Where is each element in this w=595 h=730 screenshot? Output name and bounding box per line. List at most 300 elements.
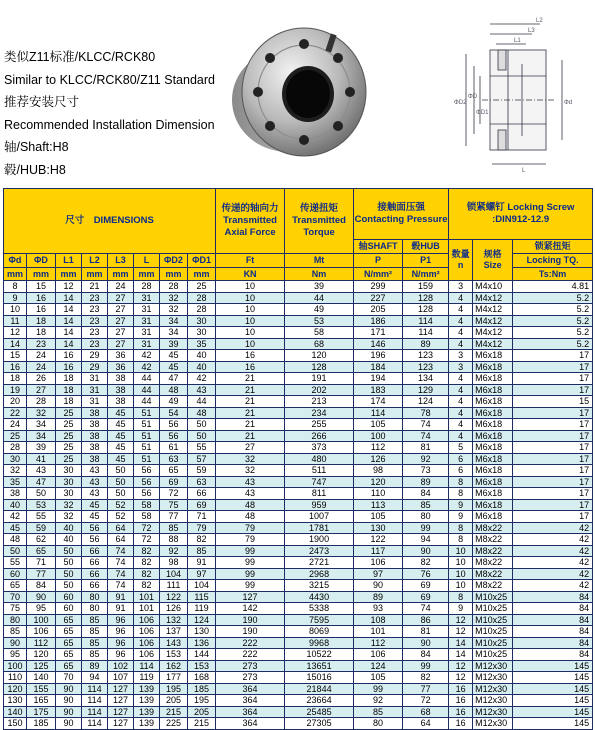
table-cell: 91: [188, 557, 216, 569]
col-D2: ΦD2: [160, 254, 188, 268]
table-row: [4, 350, 593, 362]
dim-l3-label: L3: [528, 28, 535, 34]
table-cell: 171: [354, 327, 403, 339]
table-cell: 25: [56, 430, 82, 442]
table-cell: 48: [188, 407, 216, 419]
table-row: [4, 580, 593, 592]
table-cell: 4: [449, 407, 473, 419]
table-cell: 17: [513, 384, 593, 396]
table-row: [4, 430, 593, 442]
table-cell: 45: [160, 361, 188, 373]
table-cell: 38: [108, 373, 134, 385]
table-cell: 25: [188, 281, 216, 293]
table-cell: 5.2: [513, 338, 593, 350]
table-row: [4, 396, 593, 408]
table-cell: 129: [403, 384, 449, 396]
table-cell: M6x18: [473, 499, 513, 511]
table-cell: 79: [216, 522, 285, 534]
table-cell: 32: [216, 453, 285, 465]
unit-Mt: Nm: [285, 268, 354, 281]
table-cell: 80: [354, 718, 403, 730]
table-cell: 35: [188, 338, 216, 350]
table-cell: 26: [27, 373, 56, 385]
table-cell: 364: [216, 706, 285, 718]
table-row: [4, 695, 593, 707]
table-cell: 32: [56, 499, 82, 511]
table-cell: 13651: [285, 660, 354, 672]
table-cell: 99: [216, 545, 285, 557]
table-cell: 92: [354, 695, 403, 707]
table-cell: 20: [4, 396, 27, 408]
table-cell: 50: [188, 419, 216, 431]
table-cell: 21: [216, 407, 285, 419]
table-row: [4, 442, 593, 454]
table-cell: 9: [449, 511, 473, 523]
table-cell: 24: [4, 419, 27, 431]
table-cell: 79: [216, 534, 285, 546]
table-cell: 66: [82, 568, 108, 580]
table-cell: 215: [160, 706, 188, 718]
table-cell: 17: [513, 430, 593, 442]
table-cell: 55: [27, 511, 56, 523]
table-cell: 80: [4, 614, 27, 626]
table-cell: 96: [108, 626, 134, 638]
table-cell: M12x30: [473, 695, 513, 707]
table-row: [4, 718, 593, 730]
table-cell: 108: [354, 614, 403, 626]
table-cell: 174: [354, 396, 403, 408]
table-cell: 747: [285, 476, 354, 488]
header-shaft: 轴SHAFT: [354, 240, 403, 254]
table-cell: 29: [82, 350, 108, 362]
table-cell: 80: [403, 511, 449, 523]
table-cell: 29: [82, 361, 108, 373]
table-cell: 74: [403, 419, 449, 431]
table-cell: M8x22: [473, 522, 513, 534]
table-cell: 17: [513, 361, 593, 373]
table-cell: 16: [449, 683, 473, 695]
table-cell: 27: [27, 384, 56, 396]
table-cell: 57: [188, 453, 216, 465]
table-cell: 15016: [285, 672, 354, 684]
header-tq-en: Locking TQ.: [513, 254, 593, 268]
table-cell: 21: [216, 396, 285, 408]
table-cell: 72: [134, 534, 160, 546]
table-cell: 299: [354, 281, 403, 293]
table-cell: 222: [216, 637, 285, 649]
table-cell: 12: [449, 626, 473, 638]
table-cell: 82: [134, 580, 160, 592]
table-cell: 44: [134, 384, 160, 396]
table-cell: 47: [160, 373, 188, 385]
table-cell: M12x30: [473, 706, 513, 718]
table-cell: M4x12: [473, 292, 513, 304]
table-cell: 17: [513, 442, 593, 454]
table-cell: M8x22: [473, 568, 513, 580]
table-row: [4, 522, 593, 534]
table-cell: 75: [160, 499, 188, 511]
table-cell: M6x18: [473, 350, 513, 362]
table-cell: M6x18: [473, 407, 513, 419]
table-cell: 23: [82, 327, 108, 339]
table-cell: 84: [513, 637, 593, 649]
table-cell: 205: [160, 695, 188, 707]
table-cell: 84: [513, 591, 593, 603]
table-row: [4, 338, 593, 350]
table-cell: 66: [188, 488, 216, 500]
table-cell: 28: [27, 396, 56, 408]
table-cell: M10x25: [473, 603, 513, 615]
table-cell: 65: [56, 626, 82, 638]
table-cell: 2721: [285, 557, 354, 569]
table-cell: 130: [4, 695, 27, 707]
table-cell: 38: [82, 407, 108, 419]
table-cell: 124: [354, 660, 403, 672]
table-cell: 25: [56, 442, 82, 454]
table-cell: 19: [4, 384, 27, 396]
table-cell: 14: [449, 637, 473, 649]
table-cell: 111: [160, 580, 188, 592]
table-cell: 273: [216, 672, 285, 684]
header-torque: 传递扭矩 Transmitted Torque: [285, 189, 354, 254]
table-cell: 99: [216, 580, 285, 592]
table-cell: 114: [82, 718, 108, 730]
table-cell: 70: [56, 672, 82, 684]
table-cell: 18: [56, 396, 82, 408]
table-cell: 61: [160, 442, 188, 454]
table-cell: 30: [4, 453, 27, 465]
table-cell: 21: [216, 419, 285, 431]
table-cell: 38: [82, 453, 108, 465]
table-row: [4, 315, 593, 327]
table-cell: 266: [285, 430, 354, 442]
table-cell: 215: [188, 718, 216, 730]
table-cell: 30: [56, 465, 82, 477]
table-row: [4, 407, 593, 419]
table-cell: 17: [513, 499, 593, 511]
table-cell: 53: [285, 315, 354, 327]
table-cell: 811: [285, 488, 354, 500]
table-cell: M6x18: [473, 476, 513, 488]
table-cell: 63: [160, 453, 188, 465]
table-cell: 4: [449, 384, 473, 396]
table-cell: M4x12: [473, 327, 513, 339]
table-row: [4, 465, 593, 477]
table-cell: 5.2: [513, 327, 593, 339]
table-cell: M6x18: [473, 511, 513, 523]
note-standard-en: Similar to KLCC/RCK80/Z11 Standard: [4, 72, 215, 87]
table-cell: 95: [27, 603, 56, 615]
table-cell: 45: [108, 430, 134, 442]
table-cell: 74: [108, 580, 134, 592]
table-cell: 40: [56, 534, 82, 546]
table-row: [4, 476, 593, 488]
table-cell: 44: [188, 396, 216, 408]
table-cell: 511: [285, 465, 354, 477]
dimension-table: [3, 188, 593, 730]
table-cell: 38: [108, 384, 134, 396]
table-cell: 77: [27, 568, 56, 580]
table-cell: 25: [56, 407, 82, 419]
table-cell: 65: [56, 614, 82, 626]
table-cell: 130: [188, 626, 216, 638]
table-cell: 49: [160, 396, 188, 408]
table-cell: 56: [160, 430, 188, 442]
dim-l-label: L: [522, 168, 526, 174]
table-cell: 364: [216, 683, 285, 695]
table-cell: 84: [513, 614, 593, 626]
table-cell: 127: [108, 683, 134, 695]
table-cell: 11: [4, 315, 27, 327]
table-cell: 16: [27, 292, 56, 304]
table-cell: 364: [216, 695, 285, 707]
table-cell: 27: [216, 442, 285, 454]
table-cell: 191: [285, 373, 354, 385]
table-row: [4, 672, 593, 684]
table-cell: 16: [449, 718, 473, 730]
table-cell: 2473: [285, 545, 354, 557]
table-cell: 23: [82, 338, 108, 350]
table-cell: 104: [188, 580, 216, 592]
table-cell: 101: [134, 591, 160, 603]
table-cell: 30: [188, 315, 216, 327]
table-cell: 190: [216, 626, 285, 638]
table-cell: 89: [354, 591, 403, 603]
table-cell: 31: [134, 327, 160, 339]
table-cell: 3: [449, 361, 473, 373]
unit-P1: N/mm²: [403, 268, 449, 281]
table-cell: 17: [513, 453, 593, 465]
table-cell: 73: [403, 465, 449, 477]
table-cell: 21844: [285, 683, 354, 695]
table-cell: M6x18: [473, 453, 513, 465]
table-cell: 6: [449, 453, 473, 465]
table-cell: 9968: [285, 637, 354, 649]
table-cell: M10x25: [473, 637, 513, 649]
table-cell: 94: [82, 672, 108, 684]
table-cell: 16: [4, 361, 27, 373]
table-cell: 119: [188, 603, 216, 615]
table-cell: 38: [82, 430, 108, 442]
table-cell: 23664: [285, 695, 354, 707]
table-cell: 142: [216, 603, 285, 615]
col-P: P: [354, 254, 403, 268]
table-cell: 45: [82, 499, 108, 511]
table-cell: 225: [160, 718, 188, 730]
table-cell: 140: [4, 706, 27, 718]
dim-d-label: ΦD: [468, 94, 478, 100]
table-cell: 38: [82, 419, 108, 431]
table-cell: 8: [449, 522, 473, 534]
table-cell: 190: [216, 614, 285, 626]
table-cell: 68: [403, 706, 449, 718]
table-cell: 43: [82, 465, 108, 477]
table-cell: 4430: [285, 591, 354, 603]
table-cell: 42: [513, 580, 593, 592]
table-cell: 16: [56, 361, 82, 373]
header-locking-screw: 锁紧螺钉 Locking Screw :DIN912-12.9: [449, 189, 593, 240]
table-cell: 112: [27, 637, 56, 649]
table-cell: 17: [513, 465, 593, 477]
table-cell: 18: [56, 373, 82, 385]
table-cell: M6x18: [473, 373, 513, 385]
header-size: 规格 Size: [473, 240, 513, 281]
col-L3: L3: [108, 254, 134, 268]
table-cell: 144: [188, 649, 216, 661]
table-cell: 9: [4, 292, 27, 304]
table-cell: 28: [188, 292, 216, 304]
table-cell: 4: [449, 292, 473, 304]
table-cell: 85: [4, 626, 27, 638]
table-cell: M12x30: [473, 718, 513, 730]
table-row: [4, 545, 593, 557]
table-cell: 16: [216, 361, 285, 373]
table-cell: 97: [354, 568, 403, 580]
table-cell: 31: [134, 292, 160, 304]
table-cell: 85: [188, 545, 216, 557]
table-cell: 99: [216, 568, 285, 580]
table-cell: 114: [403, 327, 449, 339]
note-install-cn: 推荐安装尺寸: [4, 95, 80, 110]
table-cell: 34: [27, 419, 56, 431]
table-cell: M12x30: [473, 672, 513, 684]
table-cell: 59: [27, 522, 56, 534]
table-cell: 77: [403, 683, 449, 695]
table-row: [4, 557, 593, 569]
table-cell: 84: [27, 580, 56, 592]
table-cell: 177: [160, 672, 188, 684]
table-cell: M8x22: [473, 534, 513, 546]
table-cell: 31: [82, 384, 108, 396]
table-cell: 4: [449, 338, 473, 350]
table-cell: 53: [27, 499, 56, 511]
table-cell: 50: [108, 488, 134, 500]
table-cell: 5338: [285, 603, 354, 615]
unit-L: mm: [134, 268, 160, 281]
table-cell: 42: [513, 568, 593, 580]
table-cell: 130: [354, 522, 403, 534]
unit-Ft: KN: [216, 268, 285, 281]
table-cell: 24: [27, 361, 56, 373]
table-cell: 25485: [285, 706, 354, 718]
table-cell: 36: [108, 350, 134, 362]
table-cell: 31: [134, 338, 160, 350]
table-cell: 17: [513, 373, 593, 385]
table-cell: 126: [354, 453, 403, 465]
table-cell: 42: [513, 545, 593, 557]
note-hub: 毂/HUB:H8: [4, 162, 66, 177]
table-cell: 65: [160, 465, 188, 477]
table-cell: 91: [108, 603, 134, 615]
table-cell: 85: [82, 637, 108, 649]
header-axial-force: 传递的轴向力 Transmitted Axial Force: [216, 189, 285, 254]
table-cell: 8: [449, 488, 473, 500]
table-cell: 23: [82, 304, 108, 316]
unit-D2: mm: [160, 268, 188, 281]
table-cell: 120: [285, 350, 354, 362]
table-cell: 48: [160, 384, 188, 396]
table-cell: 139: [134, 695, 160, 707]
table-cell: 5.2: [513, 315, 593, 327]
table-cell: 195: [188, 695, 216, 707]
table-row: [4, 304, 593, 316]
table-cell: 84: [513, 603, 593, 615]
product-photo: [220, 18, 368, 168]
table-cell: 14: [56, 304, 82, 316]
table-cell: 43: [27, 465, 56, 477]
table-cell: 69: [403, 591, 449, 603]
table-cell: 12: [449, 660, 473, 672]
table-cell: M6x18: [473, 488, 513, 500]
table-cell: 114: [134, 660, 160, 672]
table-cell: 74: [108, 545, 134, 557]
table-cell: 68: [285, 338, 354, 350]
table-cell: 40: [188, 350, 216, 362]
table-cell: 84: [403, 488, 449, 500]
table-row: [4, 281, 593, 293]
table-cell: 10: [216, 338, 285, 350]
table-cell: 48: [216, 499, 285, 511]
table-cell: 63: [188, 476, 216, 488]
table-cell: 15: [27, 281, 56, 293]
table-cell: 127: [108, 718, 134, 730]
table-cell: 114: [82, 683, 108, 695]
table-cell: 127: [108, 695, 134, 707]
table-cell: 145: [513, 683, 593, 695]
table-cell: 74: [108, 568, 134, 580]
table-cell: M4x12: [473, 315, 513, 327]
unit-D1: mm: [188, 268, 216, 281]
table-cell: 15: [513, 396, 593, 408]
table-cell: 50: [108, 476, 134, 488]
table-row: [4, 649, 593, 661]
table-cell: 35: [4, 476, 27, 488]
table-cell: 81: [403, 442, 449, 454]
technical-drawing: [452, 14, 592, 174]
table-cell: 28: [134, 281, 160, 293]
table-cell: 48: [4, 534, 27, 546]
table-cell: 75: [4, 603, 27, 615]
table-cell: 84: [513, 626, 593, 638]
table-cell: 30: [188, 327, 216, 339]
table-cell: 128: [403, 304, 449, 316]
table-cell: 90: [403, 637, 449, 649]
unit-L3: mm: [108, 268, 134, 281]
table-cell: 100: [4, 660, 27, 672]
table-cell: 17: [513, 511, 593, 523]
col-d: Φd: [4, 254, 27, 268]
table-cell: 23: [82, 292, 108, 304]
table-row: [4, 511, 593, 523]
table-cell: 38: [4, 488, 27, 500]
table-cell: 88: [160, 534, 188, 546]
table-cell: 91: [108, 591, 134, 603]
table-cell: 3: [449, 281, 473, 293]
table-cell: 98: [354, 465, 403, 477]
note-install-en: Recommended Installation Dimension: [4, 117, 215, 132]
table-cell: 34: [160, 327, 188, 339]
table-cell: 31: [134, 315, 160, 327]
table-row: [4, 373, 593, 385]
table-cell: 10522: [285, 649, 354, 661]
table-cell: M4x12: [473, 304, 513, 316]
table-cell: 82: [403, 557, 449, 569]
table-cell: 112: [354, 442, 403, 454]
table-cell: 39: [160, 338, 188, 350]
table-cell: 54: [160, 407, 188, 419]
table-cell: 58: [134, 499, 160, 511]
table-cell: 80: [82, 591, 108, 603]
